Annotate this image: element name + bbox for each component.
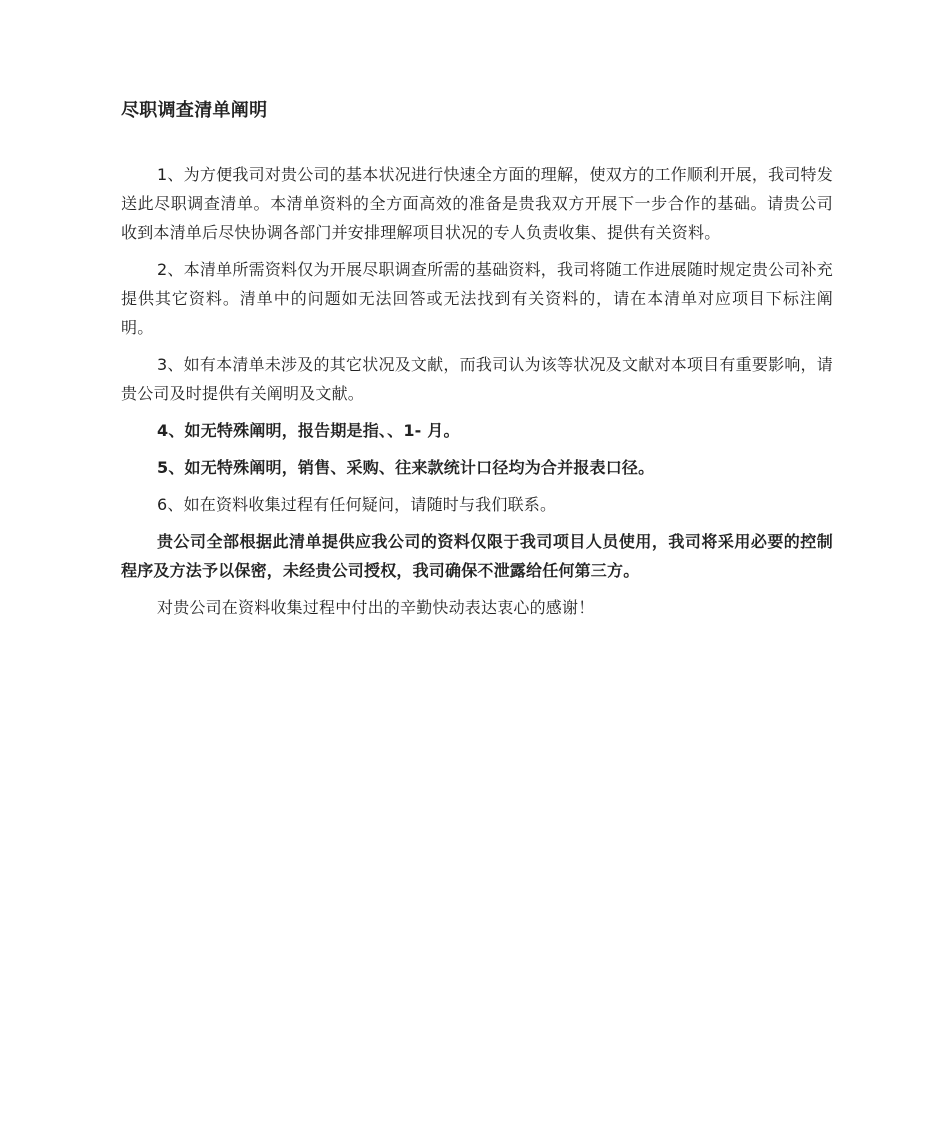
paragraph-2: 2、本清单所需资料仅为开展尽职调查所需的基础资料，我司将随工作进展随时规定贵公司补充提供其它资料。清单中的问题如无法回答或无法找到有关资料的，请在本清单对应项目下标注阐明。 [121, 260, 833, 337]
paragraph-5-statistics-basis: 5、如无特殊阐明，销售、采购、往来款统计口径均为合并报表口径。 [157, 458, 655, 477]
document-body [121, 160, 833, 630]
paragraph-thanks: 对贵公司在资料收集过程中付出的辛勤快动表达衷心的感谢！ [157, 598, 595, 617]
paragraph-4-reporting-period: 4、如无特殊阐明，报告期是指、、1- 月。 [157, 421, 460, 440]
paragraph-6-contact: 6、如在资料收集过程有任何疑问，请随时与我们联系。 [157, 495, 557, 514]
paragraph-3: 3、如有本清单未涉及的其它状况及文献，而我司认为该等状况及文献对本项目有重要影响，请贵公司及时提供有关阐明及文献。 [121, 355, 833, 403]
document-title: 尽职调查清单阐明 [121, 100, 268, 121]
paragraph-confidentiality: 贵公司全部根据此清单提供应我公司的资料仅限于我司项目人员使用，我司将采用必要的控制程序及方法予以保密，未经贵公司授权，我司确保不泄露给任何第三方。 [121, 532, 833, 580]
paragraph-1: 1、为方便我司对贵公司的基本状况进行快速全方面的理解，使双方的工作顺利开展，我司特发送此尽职调查清单。本清单资料的全方面高效的准备是贵我双方开展下一步合作的基础。请贵公司收到本清单后尽快协调各部门并安排理解项目状况的专人负责收集、提供有关资料。 [121, 165, 833, 242]
